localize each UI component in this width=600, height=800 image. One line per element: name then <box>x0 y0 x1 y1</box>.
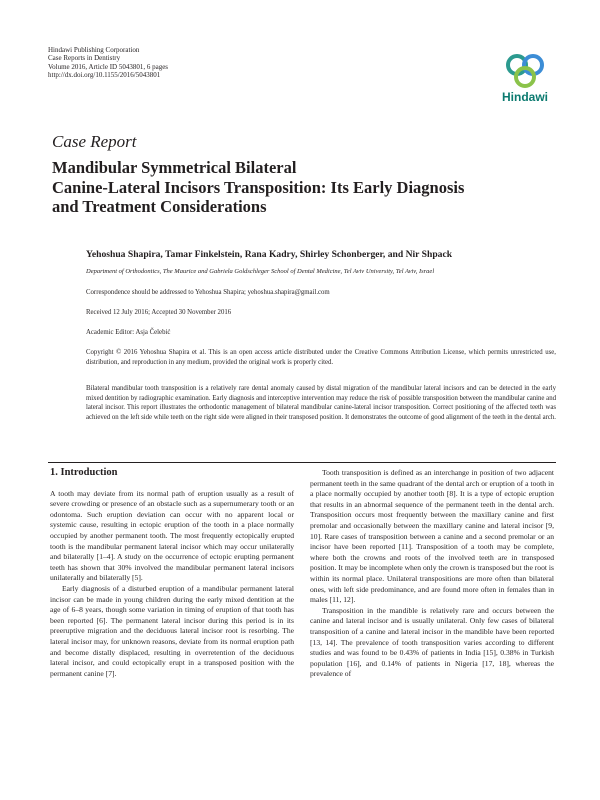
correspondence: Correspondence should be addressed to Yehoshua Shapira; yehoshua.shapira@gmail.com <box>86 289 330 296</box>
body-paragraph: A tooth may deviate from its normal path of eruption usually as a result of severe crowding or presence of an obstacle such as a supernumerary tooth or an odontoma. Such eruption deviation can occur with no apparent local or systemic cause, resulting in ectopic eruption of the tooth in a place normally occupied by another permanent tooth. The most frequently ectopically erupted tooth is the mandibular permanent lateral incisor which may occur unilaterally and bilaterally [1–4]. A study on the occurrence of ectopic erupting permanent teeth has shown that 30% involved the mandibular permanent lateral incisors unilaterally and bilaterally [5]. <box>50 488 294 583</box>
introduction-heading: 1. Introduction <box>50 467 118 478</box>
title-line: Mandibular Symmetrical Bilateral <box>52 158 297 177</box>
hindawi-logo-text: Hindawi <box>501 90 548 104</box>
body-paragraph: Early diagnosis of a disturbed eruption of a mandibular permanent lateral incisor can be made in young children during the early mixed dentition at the age of 6–8 years, though some variation in timing of eruption of that tooth has been reported [6]. The permanent lateral incisor during this period is in its preeruptive migration and the deciduous lateral incisor root is resorbing. The lateral incisor may, for unknown reasons, deviate from its normal eruption path and become distally displaced, resulting in overretention of the deciduous lateral incisor, and could ectopically erupt in a transposed position with the permanent canine [7]. <box>50 583 294 678</box>
article-title <box>52 158 552 217</box>
right-column <box>310 468 554 680</box>
body-paragraph: Transposition in the mandible is relatively rare and occurs between the canine and lateral incisor and is usually unilateral. Only few cases of bilateral transposition of a canine and lateral incisor in the mandible have been reported [13, 14]. The prevalence of tooth transposition varies according to different studies and was found to be 0.43% of patients in India [15], 0.38% in Turkish population [16], and 0.14% of patients in Nigeria [17, 18], whereas the prevalence of <box>310 605 554 679</box>
author-list: Yehoshua Shapira, Tamar Finkelstein, Rana Kadry, Shirley Schonberger, and Nir Shpack <box>86 249 453 260</box>
body-paragraph: Tooth transposition is defined as an interchange in position of two adjacent permanent teeth in the same quadrant of the dental arch or eruption of a tooth in a place normally occupied by another tooth [8]. It is a type of ectopic eruption that results in an abnormal sequence of the permanent teeth in the dental arch. Transposition occurs most frequently between the maxillary canine and first premolar and occasionally between the maxillary canine and lateral incisor [9, 10]. Rare cases of transposition between a canine and a second premolar or an incisor have been reported [11]. Transposition of a tooth may be complete, where both the crowns and roots of the involved teeth are in transposed position. It may be incomplete when only the crown is transposed but the root is within its normal place. Unilateral transpositions are more often than bilateral ones, with left side predominance, and are found more often in females than in males [11, 12]. <box>310 468 554 605</box>
hindawi-logo-icon <box>494 50 556 90</box>
publisher-name: Hindawi Publishing Corporation <box>48 46 140 54</box>
abstract: Bilateral mandibular tooth transposition is a relatively rare dental anomaly caused by distal migration of the mandibular lateral incisors and can be detected in the early mixed dentition by radiographic examination. Early diagnosis and interceptive intervention may reduce the risk of possible transposition between the mandibular canine and lateral incisor. This report illustrates the orthodontic management of bilateral mandibular canine-lateral incisor transposition. Correct positioning of the affected teeth was achieved on the left side while teeth on the right side were aligned in their transposed position. It demonstrates the outcome of good alignment of the teeth in the dental arch. <box>86 385 556 421</box>
volume-info: Volume 2016, Article ID 5043801, 6 pages <box>48 62 169 71</box>
title-line: Canine-Lateral Incisors Transposition: Its Early Diagnosis <box>52 177 465 197</box>
academic-editor: Academic Editor: Asja Čelebić <box>86 329 171 336</box>
left-column <box>50 468 294 679</box>
title-line: and Treatment Considerations <box>52 197 267 217</box>
journal-header <box>48 46 168 80</box>
section-divider <box>48 462 556 463</box>
received-accepted-dates: Received 12 July 2016; Accepted 30 November 2016 <box>86 309 232 316</box>
article-type: Case Report <box>52 132 137 151</box>
affiliation: Department of Orthodontics, The Maurice and Gabriela Goldschleger School of Dental Medicine, Tel Aviv University, Tel Aviv, Israel <box>86 268 435 275</box>
copyright-notice: Copyright © 2016 Yehoshua Shapira et al. This is an open access article distributed under the Creative Commons Attribution License, which permits unrestricted use, distribution, and reproduction in any medium, provided the original work is properly cited. <box>86 349 556 366</box>
journal-name: Case Reports in Dentistry <box>48 54 121 63</box>
doi-link[interactable]: http://dx.doi.org/10.1155/2016/5043801 <box>48 71 161 80</box>
